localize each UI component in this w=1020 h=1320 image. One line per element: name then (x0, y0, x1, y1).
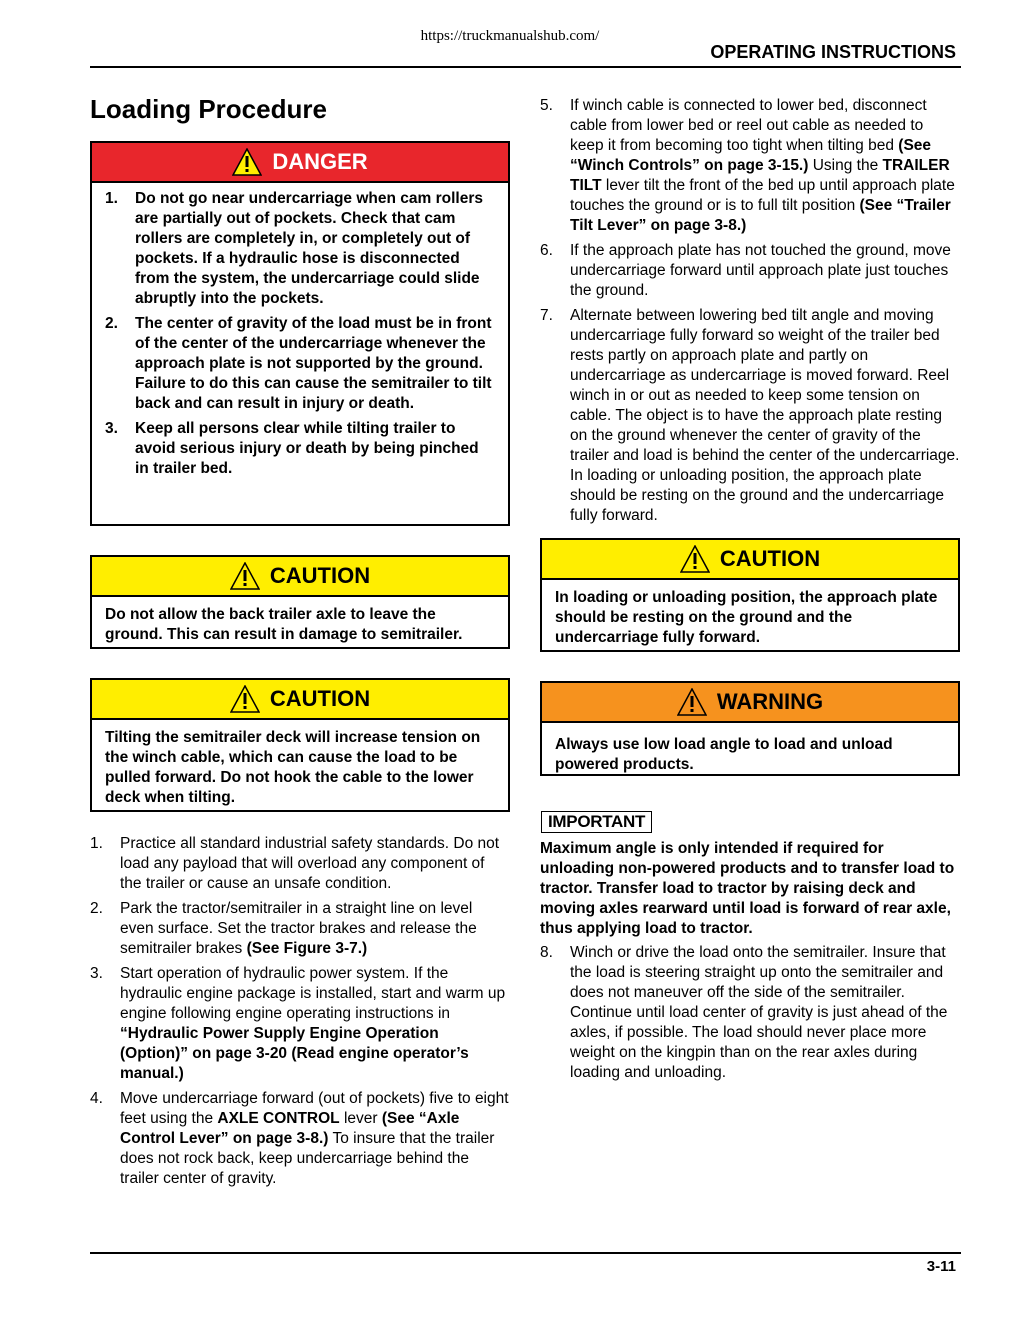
caution-header (542, 540, 958, 580)
source-url[interactable]: https://truckmanualshub.com/ (420, 28, 600, 44)
caution-box-winch (90, 678, 510, 812)
step-item: 4. Move undercarriage forward (out of pockets) five to eight feet using the AXLE CONTROL lever (See “Axle Control Lever” on page 3-8.) To insure that the trailer does not rock back, keep undercarriage behind the trailer center of gravity. (90, 1090, 509, 1187)
warning-text: Always use low load angle to load and unload powered products. (555, 736, 893, 773)
caution-box-axle (90, 555, 510, 649)
danger-label: DANGER (272, 149, 368, 174)
caution-text: In loading or unloading position, the approach plate should be resting on the ground and the undercarriage fully forward. (555, 589, 938, 646)
caution-header (92, 680, 508, 720)
important-tag: IMPORTANT (541, 811, 652, 833)
step-item: 1. Practice all standard industrial safety standards. Do not load any payload that will overload any component of the trailer or cause an unsafe condition. (90, 835, 500, 892)
footer-rule (90, 1252, 961, 1254)
warning-header (542, 683, 958, 723)
steps-right (540, 96, 960, 531)
step-item: 8. Winch or drive the load onto the semitrailer. Insure that the load is steering straight up onto the semitrailer and does not maneuver off the side of the semitrailer. Continue until load center of gravity is just ahead of the axles, if possible. The load should never place more weight on the kingpin than on the rear axles during loading and unloading. (540, 944, 948, 1081)
danger-list (105, 189, 496, 479)
caution-text: Do not allow the back trailer axle to leave the ground. This can result in damage to semitrailer. (105, 606, 463, 643)
danger-box (90, 141, 510, 526)
warning-triangle-icon (677, 688, 707, 716)
step-8 (540, 943, 960, 1088)
caution-box-position (540, 538, 960, 652)
caution-label: CAUTION (269, 563, 371, 588)
caution-text: Tilting the semitrailer deck will increase tension on the winch cable, which can cause the load to be pulled forward. Do not hook the cable to the lower deck when tilting. (105, 729, 481, 806)
step-item: 5. If winch cable is connected to lower bed, disconnect cable from lower bed or reel out cable as needed to keep it from becoming too tight when tilting bed (See “Winch Controls” on page 3-15.) Using the TRAILER TILT lever tilt the front of the bed up until approach plate touches the ground or is to full tilt position (See “Trailer Tilt Lever” on page 3-8.) (540, 97, 955, 234)
warning-triangle-icon (230, 562, 260, 590)
warning-triangle-icon (232, 148, 262, 176)
caution-header (92, 557, 508, 597)
danger-item: 2. The center of gravity of the load must be in front of the center of the undercarriage whenever the approach plate is not supported by the ground. Failure to do this can cause the semitrailer to tilt back and can result in injury or death. (105, 315, 492, 412)
page-title: Loading Procedure (90, 94, 327, 124)
steps-left (90, 834, 510, 1194)
danger-header (92, 143, 508, 183)
warning-box (540, 681, 960, 776)
danger-item: 1. Do not go near undercarriage when cam rollers are partially out of pockets. Check that cam rollers are completely in, or completely out of pockets. If a hydraulic hose is disconnected from the system, the undercarriage could slide abruptly into the pockets. (105, 190, 483, 307)
important-text: Maximum angle is only intended if required for unloading non-powered products and to transfer load to tractor. Transfer load to tractor by raising deck and moving axles rearward until load is forward of rear axle, thus applying load to tractor. (540, 840, 955, 937)
caution-label: CAUTION (719, 546, 821, 571)
section-title: OPERATING INSTRUCTIONS (710, 42, 956, 62)
step-item: 2. Park the tractor/semitrailer in a straight line on level even surface. Set the tractor brakes and release the semitrailer brakes (See Figure 3-7.) (90, 900, 477, 957)
danger-item: 3. Keep all persons clear while tilting trailer to avoid serious injury or death by being pinched in trailer bed. (105, 420, 479, 477)
warning-triangle-icon (230, 685, 260, 713)
step-item: 3. Start operation of hydraulic power system. If the hydraulic engine package is installed, start and warm up engine following engine operating instructions in “Hydraulic Power Supply Engine Operation (Option)” on page 3-20 (Read engine operator’s manual.) (90, 965, 506, 1082)
header-rule (90, 66, 961, 68)
page-number: 3-11 (926, 1258, 956, 1275)
step-item: 6. If the approach plate has not touched the ground, move undercarriage forward until approach plate just touches the ground. (540, 242, 951, 299)
caution-label: CAUTION (269, 686, 371, 711)
step-item: 7. Alternate between lowering bed tilt angle and moving undercarriage fully forward so weight of the trailer bed rests partly on approach plate and partly on undercarriage as undercarriage is moved forward. Reel winch in or out as needed to keep some tension on cable. The object is to have the approach plate resting on the ground whenever the center of gravity of the trailer and load is behind the center of the undercarriage. In loading or unloading position, the approach plate should be resting on the ground and the undercarriage fully forward. (540, 307, 960, 524)
warning-label: WARNING (716, 689, 824, 714)
warning-triangle-icon (680, 545, 710, 573)
